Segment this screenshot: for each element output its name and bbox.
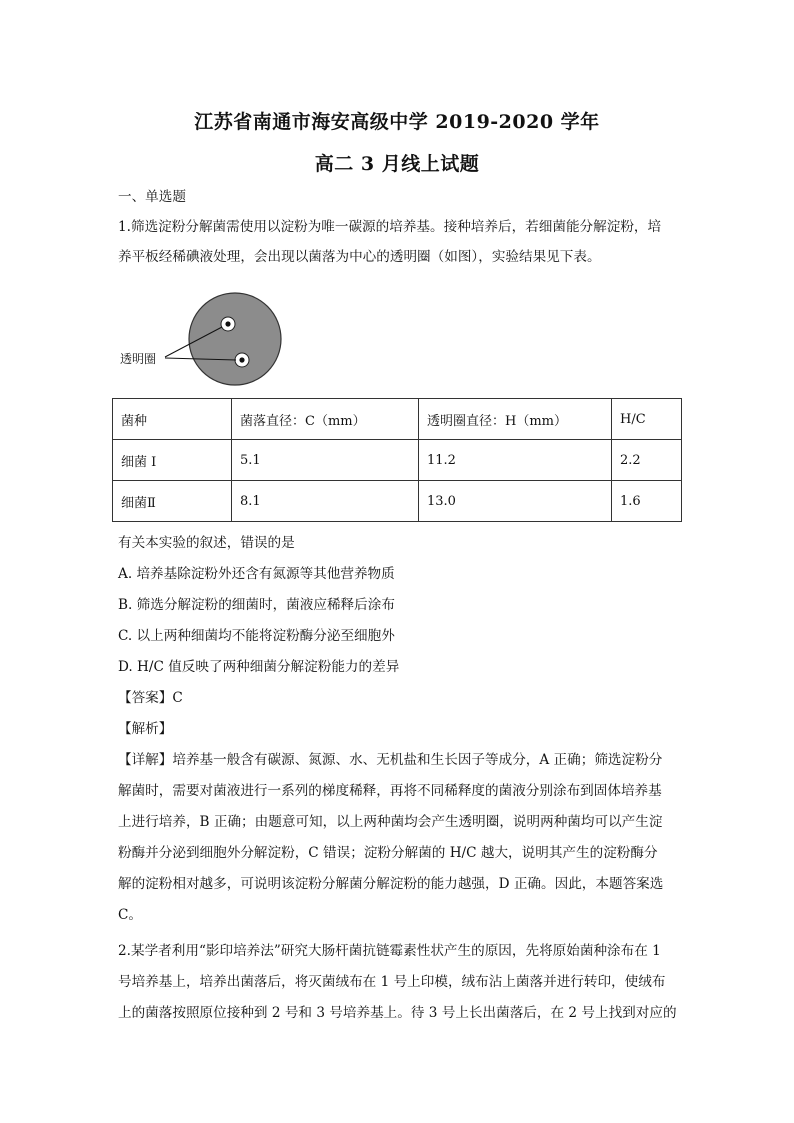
analysis-heading: 【解析】: [118, 721, 173, 737]
table-header-row: [113, 399, 682, 440]
detail-line: 解菌时，需要对菌液进行一系列的梯度稀释，再将不同稀释度的菌液分别涂布到固体培养基: [118, 783, 662, 799]
table-header-cell: 菌种: [113, 399, 232, 440]
table-row: [113, 440, 682, 481]
table-cell: 细菌Ⅱ: [113, 481, 232, 522]
table-cell: 13.0: [419, 481, 612, 522]
q1-prompt: 有关本实验的叙述，错误的是: [118, 535, 295, 551]
figure-label: 透明圈: [120, 352, 157, 366]
detail-line: 【详解】培养基一般含有碳源、氮源、水、无机盐和生长因子等成分，A 正确；筛选淀粉分: [118, 752, 663, 768]
option-a: A. 培养基除淀粉外还含有氮源等其他营养物质: [118, 566, 395, 582]
table-header-cell: H/C: [612, 399, 682, 440]
q2-line: 号培养基上，培养出菌落后，将灭菌绒布在 1 号上印模，绒布沾上菌落并进行转印，使绒布: [118, 974, 666, 990]
q2-line: 2.某学者利用“影印培养法”研究大肠杆菌抗链霉素性状产生的原因，先将原始菌种涂布在 1: [118, 943, 661, 959]
table-cell: 8.1: [232, 481, 419, 522]
option-c: C. 以上两种细菌均不能将淀粉酶分泌至细胞外: [118, 628, 395, 644]
q1-stem-line-1: 1.筛选淀粉分解菌需使用以淀粉为唯一碳源的培养基。接种培养后，若细菌能分解淀粉，培: [118, 219, 662, 235]
title-line-2: 高二 3 月线上试题: [314, 153, 480, 175]
table-cell: 细菌 I: [113, 440, 232, 481]
title-line-1: 江苏省南通市海安高级中学 2019-2020 学年: [194, 111, 600, 133]
table-header-cell: 菌落直径：C（mm）: [232, 399, 419, 440]
table-cell: 5.1: [232, 440, 419, 481]
petri-dish: [189, 293, 281, 385]
colony-1: [225, 321, 230, 326]
detail-line: 粉酶并分泌到细胞外分解淀粉，C 错误；淀粉分解菌的 H/C 越大，说明其产生的淀粉酶分: [118, 845, 658, 861]
table-cell: 2.2: [612, 440, 682, 481]
detail-line: 上进行培养，B 正确；由题意可知，以上两种菌均会产生透明圈，说明两种菌均可以产生淀: [118, 814, 663, 830]
results-table: [112, 398, 682, 522]
petri-dish-figure: [118, 292, 318, 387]
table-cell: 11.2: [419, 440, 612, 481]
colony-2: [239, 357, 244, 362]
section-heading: 一、单选题: [118, 189, 186, 205]
table-row: [113, 481, 682, 522]
q1-stem-line-2: 养平板经稀碘液处理，会出现以菌落为中心的透明圈（如图），实验结果见下表。: [118, 249, 601, 265]
detail-line: C。: [118, 907, 142, 923]
detail-line: 解的淀粉相对越多，可说明该淀粉分解菌分解淀粉的能力越强，D 正确。因此，本题答案选: [118, 876, 664, 892]
q2-line: 上的菌落按照原位接种到 2 号和 3 号培养基上。待 3 号上长出菌落后，在 2 号上找到对应的: [118, 1005, 677, 1021]
answer: 【答案】C: [118, 690, 183, 706]
table-header-cell: 透明圈直径：H（mm）: [419, 399, 612, 440]
option-d: D. H/C 值反映了两种细菌分解淀粉能力的差异: [118, 659, 400, 675]
option-b: B. 筛选分解淀粉的细菌时，菌液应稀释后涂布: [118, 597, 395, 613]
table-cell: 1.6: [612, 481, 682, 522]
